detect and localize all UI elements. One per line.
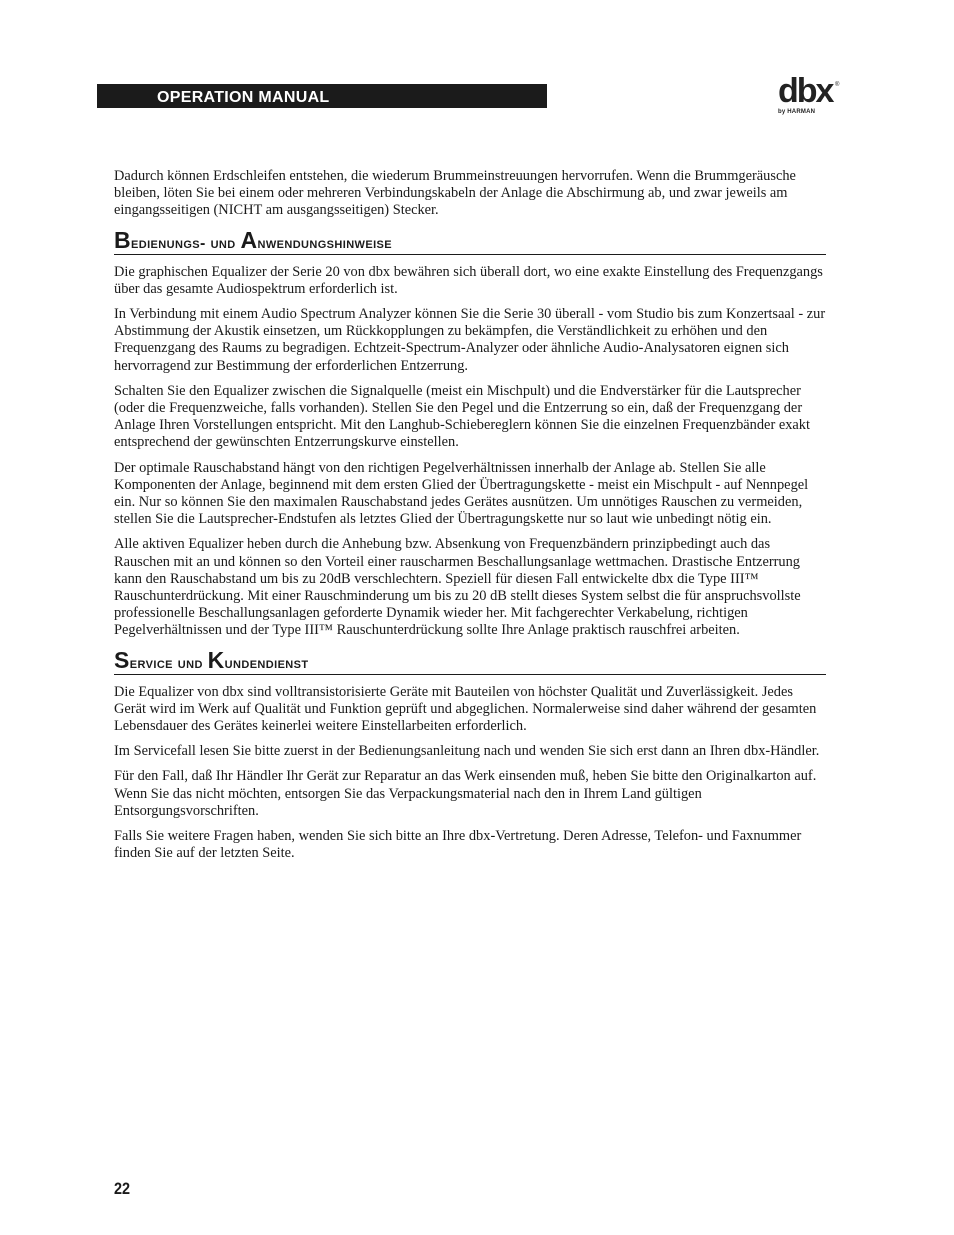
manual-title: OPERATION MANUAL	[157, 89, 330, 106]
body-paragraph: Die graphischen Equalizer der Serie 20 von dbx bewähren sich überall dort, wo eine exakte Einstellung des Frequenzgangs über das gesamte Audiospektrum erforderlich ist.	[114, 263, 823, 297]
body-paragraph: In Verbindung mit einem Audio Spectrum Analyzer können Sie die Serie 30 überall - vom Studio bis zum Konzertsaal - zur Abstimmung der Akustik einsetzen, um Rückkopplungen zu bekämpfen, die Verständlichkeit zu erhöhen und den Frequenzgang des Raums zu begradigen. Echtzeit-Spectrum-Analyzer oder ähnliche Audio-Analysatoren eignen sich hervorragend zur Bestimmung der erforderlichen Entzerrung.	[114, 306, 826, 374]
page-number: 22	[114, 1179, 131, 1198]
body-paragraph: Im Servicefall lesen Sie bitte zuerst in der Bedienungsanleitung nach und wenden Sie sich erst dann an Ihren dbx-Händler.	[114, 743, 820, 760]
body-paragraph: Falls Sie weitere Fragen haben, wenden Sie sich bitte an Ihre dbx-Vertretung. Deren Adresse, Telefon- und Faxnummer finden Sie auf der letzten Seite.	[114, 828, 802, 862]
logo-wordmark: dbx	[778, 72, 833, 110]
logo-subtitle: by HARMAN	[778, 109, 816, 115]
section-heading-bedienung: Bedienungs- und Anwendungshinweise	[114, 230, 826, 255]
page-content	[114, 168, 826, 871]
intro-paragraph: Dadurch können Erdschleifen entstehen, die wiederum Brummeinstreuungen hervorrufen. Wenn die Brummgeräusche bleiben, löten Sie bei einem oder mehreren Verbindungskabeln der Anlage die Abschirmung ab, und zwar jeweils am eingangsseitigen (NICHT am ausgangsseitigen) Stecker.	[114, 168, 796, 219]
body-paragraph: Schalten Sie den Equalizer zwischen die Signalquelle (meist ein Mischpult) und die Endverstärker für die Lautsprecher (oder die Frequenzweiche, falls vorhanden). Stellen Sie den Pegel und die Entzerrung so ein, daß der Frequenzgang der Anlage Ihren Vorstellungen entspricht. Mit den Langhub-Schiebereglern können Sie die einzelnen Frequenzbänder exakt entsprechend der gewünschten Entzerrungskurve einstellen.	[114, 382, 810, 451]
logo-registered-mark: ®	[835, 82, 840, 88]
header-bar	[97, 84, 547, 108]
body-paragraph: Alle aktiven Equalizer heben durch die Anhebung bzw. Absenkung von Frequenzbändern prinzipbedingt auch das Rauschen mit an und können so den Vorteil einer rauscharmen Beschallungsanlage wettmachen. Drastische Entzerrung kann den Rauschabstand um bis zu 20dB verschlechtern. Speziell für diesen Fall entwickelte dbx die Type III™ Rauschunterdrückung. Mit einer Rauschminderung um bis zu 20 dB stellt dieses System selbst die für anspruchsvollste professionelle Beschallungsanlagen geforderte Dynamik wieder her. Mit fachgerechter Verkabelung, richtigen Pegelverhältnissen und der Type III™ Rauschunterdrückung sollte Ihre Anlage praktisch rauschfrei arbeiten.	[114, 536, 801, 639]
body-paragraph: Für den Fall, daß Ihr Händler Ihr Gerät zur Reparatur an das Werk einsenden muß, heben Sie bitte den Originalkarton auf. Wenn Sie das nicht möchten, entsorgen Sie das Verpackungsmaterial nach den in Ihrem Land gültigen Entsorgungsvorschriften.	[114, 768, 817, 819]
body-paragraph: Der optimale Rauschabstand hängt von den richtigen Pegelverhältnissen innerhalb der Anlage ab. Stellen Sie alle Komponenten der Anlage, beginnend mit dem ersten Glied der Übertragungskette - meist ein Mischpult - auf Nennpegel ein. Nur so können Sie den maximalen Rauschabstand jedes Gerätes ausnützen. Um unnötiges Rauschen zu vermeiden, stellen Sie die Lautsprecher-Endstufen als letztes Glied der Übertragungskette nur so laut wie unbedingt nötig ein.	[114, 459, 809, 528]
dbx-logo	[778, 74, 844, 120]
section-heading-service: Service und Kundendienst	[114, 650, 826, 675]
body-paragraph: Die Equalizer von dbx sind volltransistorisierte Geräte mit Bauteilen von höchster Qualität und Zuverlässigkeit. Jedes Gerät wird im Werk auf Qualität und Funktion geprüft und abgeglichen. Normalerweise sind daher während der gesamten Lebensdauer des Gerätes keinerlei weitere Einstellarbeiten erforderlich.	[114, 683, 817, 735]
